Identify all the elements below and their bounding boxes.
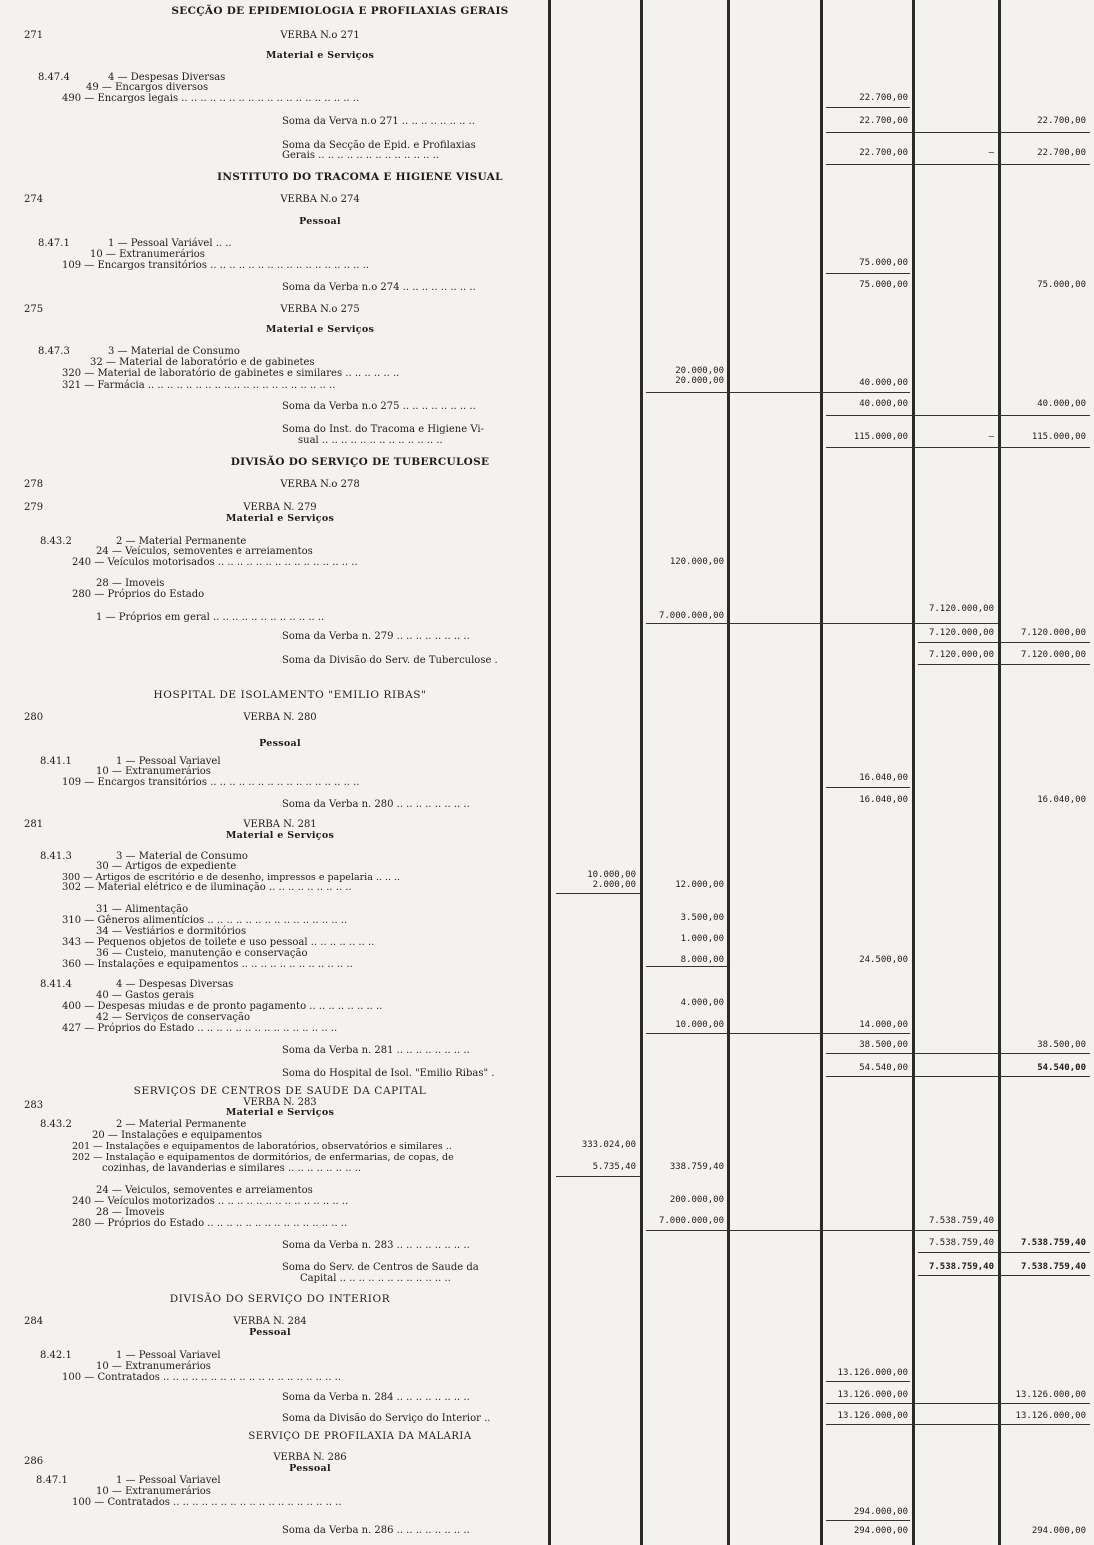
sum-line: Soma da Verva n.o 271 .. .. .. .. .. .. .. .. bbox=[282, 116, 476, 127]
item-code: 8.41.3 bbox=[40, 851, 72, 862]
column-rule bbox=[548, 0, 551, 1545]
sum-line: Soma da Verba n. 279 .. .. .. .. .. .. .. .. bbox=[282, 631, 470, 642]
verba-code: 279 bbox=[24, 502, 44, 513]
line-item: 2 — Material Permanente bbox=[116, 1119, 247, 1130]
amount: 7.120.000,00 bbox=[928, 650, 994, 660]
line-item: cozinhas, de lavanderias e similares .. .. .. .. .. .. .. .. bbox=[102, 1163, 362, 1174]
line-item: 2 — Material Permanente bbox=[116, 536, 247, 547]
line-item: 202 — Instalação e equipamentos de dormitórios, de enfermarias, de copas, de bbox=[72, 1152, 454, 1163]
line-item: 3 — Material de Consumo bbox=[116, 851, 248, 862]
line-item: 24 — Veiculos, semoventes e arreiamentos bbox=[96, 1185, 313, 1196]
amount: 2.000,00 bbox=[592, 880, 636, 890]
verba-heading: VERBA N. 286 bbox=[273, 1452, 347, 1463]
amount: 338.759,40 bbox=[669, 1162, 724, 1172]
sum-rule bbox=[918, 664, 1090, 665]
verba-code: 280 bbox=[24, 712, 44, 723]
sum-line: Soma da Verba n. 280 .. .. .. .. .. .. .. .. bbox=[282, 799, 470, 810]
sum-line: sual .. .. .. .. .. .. .. .. .. .. .. .. .. bbox=[298, 435, 443, 446]
verba-code: 278 bbox=[24, 479, 44, 490]
line-item: 40 — Gastos gerais bbox=[96, 990, 194, 1001]
line-item: 10 — Extranumerários bbox=[90, 249, 205, 260]
amount: 7.538.759,40 bbox=[928, 1216, 994, 1226]
sum-rule bbox=[918, 1252, 1090, 1253]
line-item: 1 — Pessoal Variável .. .. bbox=[108, 238, 232, 249]
amount: 38.500,00 bbox=[859, 1040, 908, 1050]
sum-rule bbox=[826, 1424, 1090, 1425]
verba-heading: VERBA N. 284 bbox=[233, 1316, 307, 1327]
verba-code: 281 bbox=[24, 819, 44, 830]
line-item: 10 — Extranumerários bbox=[96, 1361, 211, 1372]
amount: 75.000,00 bbox=[859, 280, 908, 290]
sum-line: Soma da Divisão do Serviço do Interior .. bbox=[282, 1413, 491, 1424]
verba-heading: VERBA N. 283 bbox=[243, 1097, 317, 1108]
line-item: 109 — Encargos transitórios .. .. .. .. .. .. .. .. .. .. .. .. .. .. .. .. bbox=[62, 777, 360, 788]
line-item: 310 — Gêneros alimentícios .. .. .. .. .. .. .. .. .. .. .. .. .. .. .. bbox=[62, 915, 348, 926]
sum-rule bbox=[646, 623, 998, 624]
sum-line: Soma da Secção de Epid. e Profilaxias bbox=[282, 140, 476, 151]
verba-code: 275 bbox=[24, 304, 44, 315]
section-title: SERVIÇOS DE CENTROS DE SAUDE DA CAPITAL bbox=[133, 1085, 427, 1097]
column-rule bbox=[998, 0, 1001, 1545]
amount: 7.000.000,00 bbox=[658, 611, 724, 621]
line-item: 24 — Veículos, semoventes e arreiamentos bbox=[96, 546, 313, 557]
column-rule bbox=[912, 0, 915, 1545]
amount: 75.000,00 bbox=[859, 258, 908, 268]
section-title: SERVIÇO DE PROFILAXIA DA MALARIA bbox=[248, 1431, 472, 1442]
verba-heading: VERBA N. 281 bbox=[243, 819, 317, 830]
amount: — bbox=[988, 432, 994, 442]
item-code: 8.47.3 bbox=[38, 346, 70, 357]
amount: 7.120.000,00 bbox=[928, 628, 994, 638]
section-title: SECÇÃO DE EPIDEMIOLOGIA E PROFILAXIAS GERAIS bbox=[171, 5, 509, 17]
line-item: 302 — Material elétrico e de iluminação .. .. .. .. .. .. .. .. .. bbox=[62, 882, 352, 893]
amount: 333.024,00 bbox=[581, 1140, 636, 1150]
sum-line: Soma da Divisão do Serv. de Tuberculose . bbox=[282, 655, 498, 666]
line-item: 1 — Pessoal Variavel bbox=[116, 756, 221, 767]
section-title: HOSPITAL DE ISOLAMENTO "EMILIO RIBAS" bbox=[153, 689, 427, 701]
amount: 7.538.759,40 bbox=[1020, 1238, 1086, 1248]
sum-rule bbox=[646, 1230, 998, 1231]
line-item: 427 — Próprios do Estado .. .. .. .. .. .. .. .. .. .. .. .. .. .. .. bbox=[62, 1023, 338, 1034]
amount: 20.000,00 bbox=[675, 376, 724, 386]
line-item: 32 — Material de laboratório e de gabinetes bbox=[90, 357, 315, 368]
line-item: 201 — Instalações e equipamentos de laboratórios, observatórios e similares .. bbox=[72, 1141, 452, 1152]
item-code: 8.47.4 bbox=[38, 72, 70, 83]
subheading: Pessoal bbox=[289, 1463, 331, 1474]
line-item: 36 — Custeio, manutenção e conservação bbox=[96, 948, 308, 959]
sum-rule bbox=[646, 966, 730, 967]
sum-rule bbox=[826, 164, 1090, 165]
verba-code: 274 bbox=[24, 194, 44, 205]
amount: 8.000,00 bbox=[680, 955, 724, 965]
sum-line: Soma da Verba n. 281 .. .. .. .. .. .. .. .. bbox=[282, 1045, 470, 1056]
amount: 16.040,00 bbox=[859, 795, 908, 805]
amount: 7.538.759,40 bbox=[928, 1262, 994, 1272]
line-item: 400 — Despesas miudas e de pronto pagamento .. .. .. .. .. .. .. .. bbox=[62, 1001, 383, 1012]
item-code: 8.47.1 bbox=[38, 238, 70, 249]
sum-rule bbox=[826, 447, 1090, 448]
line-item: 30 — Artigos de expediente bbox=[96, 861, 237, 872]
verba-code: 271 bbox=[24, 30, 44, 41]
sum-line: Soma do Hospital de Isol. "Emilio Ribas" . bbox=[282, 1068, 495, 1079]
sum-rule bbox=[826, 273, 910, 274]
amount: — bbox=[988, 148, 994, 158]
item-code: 8.41.1 bbox=[40, 756, 72, 767]
line-item: 1 — Pessoal Variavel bbox=[116, 1350, 221, 1361]
verba-code: 286 bbox=[24, 1456, 44, 1467]
section-title: DIVISÃO DO SERVIÇO DO INTERIOR bbox=[169, 1293, 391, 1305]
amount: 115.000,00 bbox=[1031, 432, 1086, 442]
amount: 24.500,00 bbox=[859, 955, 908, 965]
line-item: 34 — Vestiários e dormitórios bbox=[96, 926, 247, 937]
subheading: Material e Serviços bbox=[225, 830, 335, 841]
amount: 4.000,00 bbox=[680, 998, 724, 1008]
verba-heading: VERBA N.o 271 bbox=[280, 30, 360, 41]
amount: 115.000,00 bbox=[853, 432, 908, 442]
amount: 20.000,00 bbox=[675, 366, 724, 376]
line-item: 490 — Encargos legais .. .. .. .. .. .. .. .. .. .. .. .. .. .. .. .. .. .. .. bbox=[62, 93, 360, 104]
amount: 40.000,00 bbox=[1037, 399, 1086, 409]
item-code: 8.42.1 bbox=[40, 1350, 72, 1361]
subheading: Material e Serviços bbox=[265, 324, 375, 335]
amount: 13.126.000,00 bbox=[837, 1411, 908, 1421]
section-title: INSTITUTO DO TRACOMA E HIGIENE VISUAL bbox=[217, 171, 503, 183]
sum-rule bbox=[826, 1381, 910, 1382]
sum-rule bbox=[826, 107, 910, 108]
subheading: Material e Serviços bbox=[225, 1107, 335, 1118]
amount: 75.000,00 bbox=[1037, 280, 1086, 290]
item-code: 8.41.4 bbox=[40, 979, 72, 990]
amount: 13.126.000,00 bbox=[837, 1368, 908, 1378]
verba-heading: VERBA N. 280 bbox=[243, 712, 317, 723]
amount: 7.120.000,00 bbox=[1020, 650, 1086, 660]
verba-code: 284 bbox=[24, 1316, 44, 1327]
sum-line: Soma da Verba n. 283 .. .. .. .. .. .. .. .. bbox=[282, 1240, 470, 1251]
amount: 120.000,00 bbox=[669, 557, 724, 567]
sum-rule bbox=[646, 392, 910, 393]
line-item: 10 — Extranumerários bbox=[96, 1486, 211, 1497]
sum-rule bbox=[556, 1176, 640, 1177]
item-code: 8.47.1 bbox=[36, 1475, 68, 1486]
column-rule bbox=[820, 0, 823, 1545]
sum-rule bbox=[826, 1053, 1090, 1054]
sum-line: Soma da Verba n.o 275 .. .. .. .. .. .. .. .. bbox=[282, 401, 476, 412]
amount: 7.120.000,00 bbox=[1020, 628, 1086, 638]
sum-rule bbox=[826, 132, 1090, 133]
amount: 13.126.000,00 bbox=[1015, 1411, 1086, 1421]
item-code: 8.43.2 bbox=[40, 1119, 72, 1130]
sum-rule bbox=[918, 642, 1090, 643]
sum-rule bbox=[646, 1033, 910, 1034]
amount: 10.000,00 bbox=[675, 1020, 724, 1030]
amount: 38.500,00 bbox=[1037, 1040, 1086, 1050]
line-item: 4 — Despesas Diversas bbox=[108, 72, 226, 83]
line-item: 28 — Imoveis bbox=[96, 1207, 165, 1218]
verba-heading: VERBA N. 279 bbox=[243, 502, 317, 513]
sum-rule bbox=[826, 787, 910, 788]
verba-heading: VERBA N.o 274 bbox=[280, 194, 360, 205]
column-rule bbox=[727, 0, 730, 1545]
subheading: Pessoal bbox=[249, 1327, 291, 1338]
amount: 13.126.000,00 bbox=[1015, 1390, 1086, 1400]
line-item: 240 — Veículos motorisados .. .. .. .. .. .. .. .. .. .. .. .. .. .. .. bbox=[72, 557, 358, 568]
amount: 13.126.000,00 bbox=[837, 1390, 908, 1400]
amount: 22.700,00 bbox=[859, 93, 908, 103]
amount: 22.700,00 bbox=[859, 148, 908, 158]
sum-rule bbox=[826, 415, 1090, 416]
amount: 294.000,00 bbox=[853, 1507, 908, 1517]
amount: 40.000,00 bbox=[859, 378, 908, 388]
sum-rule bbox=[556, 893, 640, 894]
section-title: DIVISÃO DO SERVIÇO DE TUBERCULOSE bbox=[230, 456, 490, 468]
line-item: 240 — Veículos motorizados .. .. .. .. .. .. .. .. .. .. .. .. .. .. bbox=[72, 1196, 349, 1207]
sum-rule bbox=[826, 1520, 910, 1521]
sum-line: Soma da Verba n. 284 .. .. .. .. .. .. .. .. bbox=[282, 1392, 470, 1403]
amount: 1.000,00 bbox=[680, 934, 724, 944]
amount: 22.700,00 bbox=[859, 116, 908, 126]
line-item: 280 — Próprios do Estado .. .. .. .. .. .. .. .. .. .. .. .. .. .. .. bbox=[72, 1218, 348, 1229]
sum-line: Capital .. .. .. .. .. .. .. .. .. .. .. .. bbox=[300, 1273, 451, 1284]
sum-line: Soma do Serv. de Centros de Saude da bbox=[282, 1262, 479, 1273]
item-code: 8.43.2 bbox=[40, 536, 72, 547]
amount: 7.538.759,40 bbox=[928, 1238, 994, 1248]
amount: 40.000,00 bbox=[859, 399, 908, 409]
subheading: Pessoal bbox=[299, 216, 341, 227]
amount: 54.540,00 bbox=[1037, 1063, 1086, 1073]
amount: 7.538.759,40 bbox=[1020, 1262, 1086, 1272]
sum-rule bbox=[826, 1076, 1090, 1077]
verba-heading: VERBA N.o 278 bbox=[280, 479, 360, 490]
line-item: 109 — Encargos transitórios .. .. .. .. .. .. .. .. .. .. .. .. .. .. .. .. .. bbox=[62, 260, 370, 271]
column-rule bbox=[640, 0, 643, 1545]
amount: 22.700,00 bbox=[1037, 116, 1086, 126]
verba-code: 283 bbox=[24, 1100, 44, 1111]
line-item: 343 — Pequenos objetos de toilete e uso pessoal .. .. .. .. .. .. .. bbox=[62, 937, 375, 948]
amount: 5.735,40 bbox=[592, 1162, 636, 1172]
line-item: 49 — Encargos diversos bbox=[86, 82, 209, 93]
sum-line: Soma do Inst. do Tracoma e Higiene Vi- bbox=[282, 424, 484, 435]
subheading: Material e Serviços bbox=[265, 50, 375, 61]
line-item: 280 — Próprios do Estado bbox=[72, 589, 205, 600]
amount: 14.000,00 bbox=[859, 1020, 908, 1030]
sum-line: Soma da Verba n.o 274 .. .. .. .. .. .. .. .. bbox=[282, 282, 476, 293]
line-item: 28 — Imoveis bbox=[96, 578, 165, 589]
amount: 16.040,00 bbox=[859, 773, 908, 783]
amount: 54.540,00 bbox=[859, 1063, 908, 1073]
line-item: 42 — Serviços de conservação bbox=[96, 1012, 250, 1023]
amount: 294.000,00 bbox=[853, 1526, 908, 1536]
amount: 294.000,00 bbox=[1031, 1526, 1086, 1536]
sum-rule bbox=[826, 1403, 1090, 1404]
line-item: 20 — Instalações e equipamentos bbox=[92, 1130, 263, 1141]
amount: 3.500,00 bbox=[680, 913, 724, 923]
line-item: 1 — Próprios em geral .. .. .. .. .. .. .. .. .. .. .. .. bbox=[96, 612, 325, 623]
line-item: 321 — Farmácia .. .. .. .. .. .. .. .. .. .. .. .. .. .. .. .. .. .. .. .. bbox=[62, 380, 336, 391]
amount: 7.000.000,00 bbox=[658, 1216, 724, 1226]
amount: 200.000,00 bbox=[669, 1195, 724, 1205]
line-item: 31 — Alimentação bbox=[96, 904, 189, 915]
amount: 12.000,00 bbox=[675, 880, 724, 890]
line-item: 320 — Material de laboratório de gabinetes e similares .. .. .. .. .. .. bbox=[62, 368, 400, 379]
line-item: 100 — Contratados .. .. .. .. .. .. .. .. .. .. .. .. .. .. .. .. .. .. .. bbox=[62, 1372, 342, 1383]
sum-rule bbox=[918, 1275, 1090, 1276]
line-item: 4 — Despesas Diversas bbox=[116, 979, 234, 990]
amount: 16.040,00 bbox=[1037, 795, 1086, 805]
amount: 22.700,00 bbox=[1037, 148, 1086, 158]
subheading: Pessoal bbox=[259, 738, 301, 749]
amount: 7.120.000,00 bbox=[928, 604, 994, 614]
subheading: Material e Serviços bbox=[225, 513, 335, 524]
line-item: 1 — Pessoal Variavel bbox=[116, 1475, 221, 1486]
amount: 10.000,00 bbox=[587, 870, 636, 880]
line-item: 360 — Instalações e equipamentos .. .. .. .. .. .. .. .. .. .. .. .. bbox=[62, 959, 353, 970]
line-item: 300 — Artigos de escritório e de desenho, impressos e papelaria .. .. .. bbox=[62, 872, 401, 883]
line-item: 100 — Contratados .. .. .. .. .. .. .. .. .. .. .. .. .. .. .. .. .. .. bbox=[72, 1497, 342, 1508]
line-item: 3 — Material de Consumo bbox=[108, 346, 240, 357]
sum-line: Gerais .. .. .. .. .. .. .. .. .. .. .. .. .. bbox=[282, 150, 439, 161]
line-item: 10 — Extranumerários bbox=[96, 766, 211, 777]
sum-line: Soma da Verba n. 286 .. .. .. .. .. .. .. .. bbox=[282, 1525, 470, 1536]
verba-heading: VERBA N.o 275 bbox=[280, 304, 360, 315]
